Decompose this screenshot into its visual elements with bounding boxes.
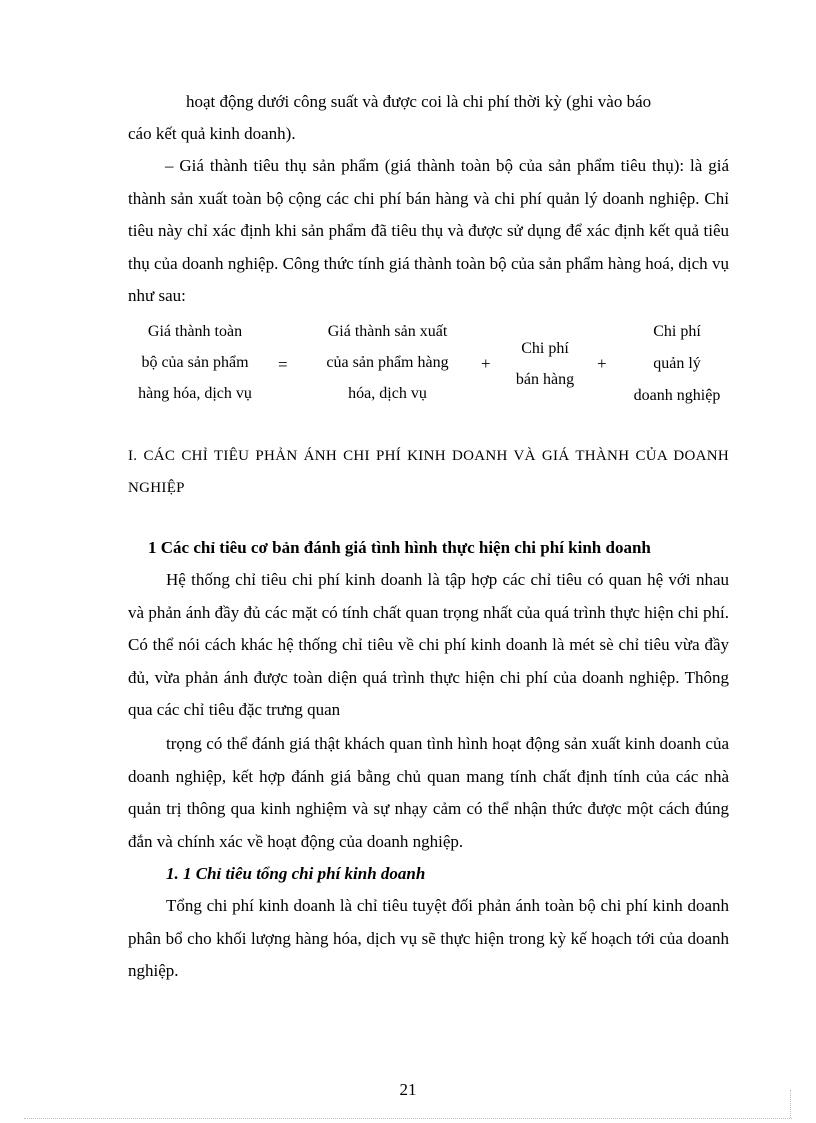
formula-term-line: của sản phẩm hàng <box>326 354 449 371</box>
paragraph-gia-thanh-tieu-thu: – Giá thành tiêu thụ sản phẩm (giá thành toàn bộ của sản phẩm tiêu thụ): là giá thành sản xuất toàn bộ cộng các chi phí bán hàng và chi phí quản lý doanh nghiệp. Chỉ tiêu này chỉ xác định khi sản phẩm đã tiêu thụ và được sử dụng để xác định kết quả tiêu thụ của doanh nghiệp. Công thức tính giá thành toàn bộ của sản phẩm hàng hoá, dịch vụ như sau: <box>128 156 729 305</box>
formula-plus: + <box>597 354 607 373</box>
formula-term-line: bán hàng <box>515 371 575 388</box>
para1-line1: hoạt động dưới công suất và được coi là chi phí thời kỳ (ghi vào báo <box>186 92 652 111</box>
paragraph-tong-chi-phi: Tổng chi phí kinh doanh là chỉ tiêu tuyệt đối phản ánh toàn bộ chi phí kinh doanh phân bổ cho khối lượng hàng hóa, dịch vụ sẽ thực hiện trong kỳ kế hoạch tới của doanh nghiệp. <box>128 896 729 980</box>
page-number: 21 <box>399 1080 417 1099</box>
subheading-chi-tieu-co-ban: 1 Các chỉ tiêu cơ bản đánh giá tình hình thực hiện chi phí kinh doanh <box>148 538 651 557</box>
formula-term-production-cost <box>305 316 470 409</box>
formula-lhs-line: bộ của sản phẩm <box>141 354 249 371</box>
paragraph-he-thong-chi-tieu: Hệ thống chỉ tiêu chi phí kinh doanh là tập hợp các chỉ tiêu có quan hệ với nhau và phản ánh đầy đủ các mặt có tính chất quan trọng nhất của quá trình thực hiện chi phí. Có thể nói cách khác hệ thống chỉ tiêu về chi phí kinh doanh là mét sè chỉ tiêu vừa đầy đủ, vừa phản ánh được toàn diện quá trình thực hiện chi phí của doanh nghiệp. Thông qua các chỉ tiêu đặc trưng quan <box>128 570 729 719</box>
paragraph-danh-gia: trọng có thể đánh giá thật khách quan tình hình hoạt động sản xuất kinh doanh của doanh nghiệp, kết hợp đánh giá bằng chủ quan mang tính chất định tính của các nhà quản trị thông qua kinh nghiệm và sự nhạy cảm có thể nhận thức được một cách đúng đắn và chính xác về hoạt động của doanh nghiệp. <box>128 734 729 851</box>
section-heading: I. CÁC CHỈ TIÊU PHẢN ÁNH CHI PHÍ KINH DOANH VÀ GIÁ THÀNH CỦA DOANH NGHIỆP <box>128 448 729 496</box>
formula-equals: = <box>278 355 288 374</box>
formula-term-management-cost <box>617 316 737 412</box>
formula-term-line: Chi phí <box>521 340 569 357</box>
page-border-bottom <box>24 1118 792 1119</box>
formula-term-line: Giá thành sản xuất <box>327 323 448 340</box>
formula-term-line: quản lý <box>653 355 701 372</box>
subheading-tong-chi-phi: 1. 1 Chỉ tiêu tổng chi phí kinh doanh <box>166 864 426 883</box>
formula-term-line: Chi phí <box>653 323 701 340</box>
formula-lhs <box>115 316 275 409</box>
formula-lhs-line: Giá thành toàn <box>147 323 243 340</box>
formula-lhs-line: hàng hóa, dịch vụ <box>138 385 252 402</box>
para1-line2: cáo kết quả kinh doanh). <box>128 124 296 143</box>
formula-term-line: doanh nghiệp <box>633 387 721 404</box>
formula-term-line: hóa, dịch vụ <box>348 385 427 402</box>
page-border-right <box>790 1090 791 1118</box>
formula-term-selling-cost <box>505 333 585 395</box>
formula-plus: + <box>481 354 491 373</box>
